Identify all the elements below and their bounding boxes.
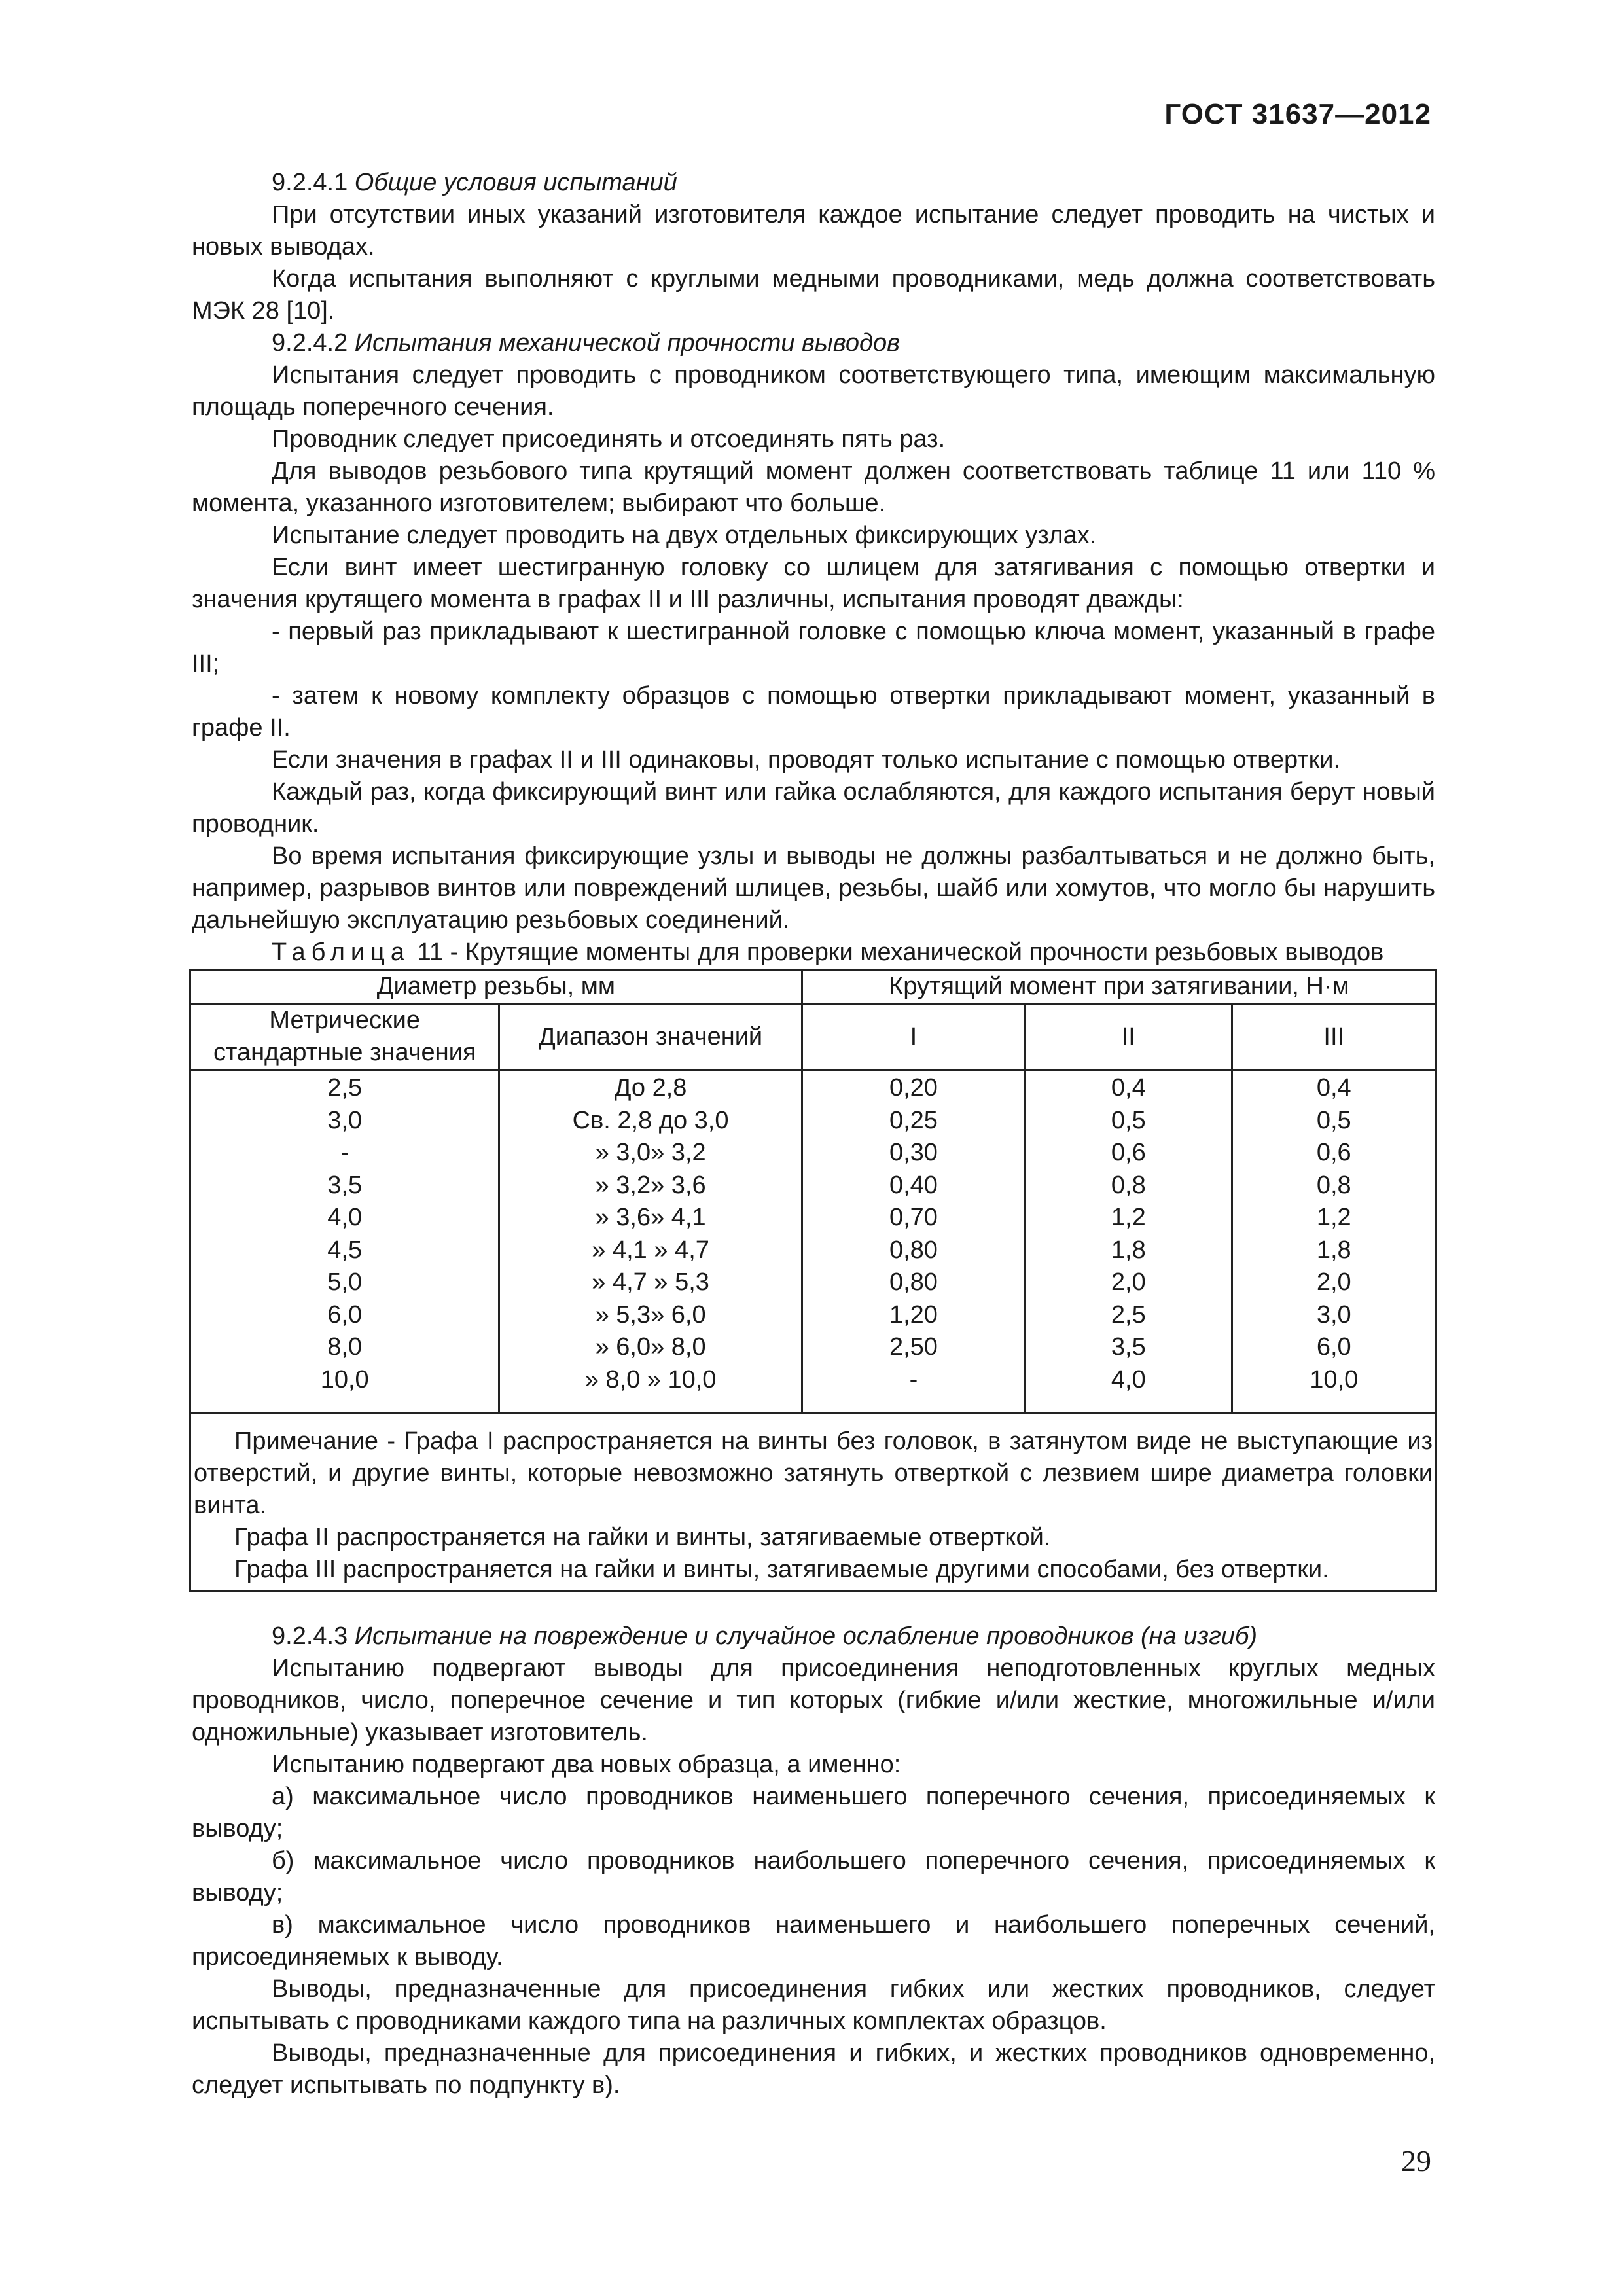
column-II: [1026, 1070, 1232, 1413]
section-number: 9.2.4.2: [272, 329, 348, 357]
table-cell: 0,80: [889, 1268, 938, 1296]
note-paragraph: Графа III распространяется на гайки и винты, затягиваемые другими способами, без отвертки.: [234, 1556, 1329, 1583]
table-cell: 0,6: [1111, 1139, 1146, 1166]
table-cell: 2,50: [889, 1333, 938, 1361]
list-item: а) максимальное число проводников наименьшего поперечного сечения, присоединяемых к выводу;: [192, 1783, 1435, 1842]
table-cell: 0,6: [1316, 1139, 1351, 1166]
table-cell: 3,0: [327, 1106, 363, 1134]
table-cell: 3,5: [327, 1171, 363, 1199]
section-title-9-2-4-2: [192, 327, 1435, 359]
paragraph: Проводник следует присоединять и отсоединять пять раз.: [272, 425, 946, 453]
table-cell: 4,5: [327, 1236, 363, 1264]
table-cell: » 6,0» 8,0: [595, 1333, 706, 1361]
table-cell: » 3,6» 4,1: [595, 1204, 706, 1231]
table-cell: 1,2: [1316, 1204, 1351, 1231]
paragraph: Испытанию подвергают два новых образца, а именно:: [272, 1751, 901, 1778]
table-cell: 6,0: [1316, 1333, 1351, 1361]
table-cell: 1,8: [1316, 1236, 1351, 1264]
table-cell: 5,0: [327, 1268, 363, 1296]
table-cell: До 2,8: [614, 1074, 687, 1102]
paragraph: - первый раз прикладывают к шестигранной головке с помощью ключа момент, указанный в графе III;: [192, 618, 1435, 677]
table-cell: » 5,3» 6,0: [595, 1300, 706, 1329]
table-cell: 0,8: [1316, 1171, 1351, 1199]
table-cell: » 4,7 » 5,3: [592, 1268, 709, 1296]
table-cell: 3,0: [1316, 1300, 1351, 1329]
table-cell: 0,4: [1316, 1074, 1351, 1102]
table-cell: -: [909, 1365, 918, 1393]
section-title-9-2-4-1: [192, 167, 1435, 199]
header-col-I: I: [802, 1004, 1025, 1070]
table-cell: » 3,0» 3,2: [595, 1139, 706, 1166]
table-cell: 3,5: [1111, 1333, 1146, 1361]
table-cell: 6,0: [327, 1300, 363, 1329]
section-title: Испытания механической прочности выводов: [354, 329, 900, 357]
column-I: [802, 1070, 1025, 1413]
cell-list: [1238, 1072, 1430, 1396]
section-number: 9.2.4.1: [272, 169, 348, 196]
paragraph: Выводы, предназначенные для присоединения и гибких, и жестких проводников одновременно, следует испытывать по подпункту в).: [192, 2039, 1435, 2099]
header-torque: Крутящий момент при затягивании, Н·м: [802, 970, 1436, 1004]
paragraph: Каждый раз, когда фиксирующий винт или гайка ослабляются, для каждого испытания берут новый проводник.: [192, 778, 1435, 838]
table-cell: 0,30: [889, 1139, 938, 1166]
header-metric: Метрические стандартные значения: [190, 1004, 499, 1070]
table-cell: 0,25: [889, 1106, 938, 1134]
paragraph: Испытанию подвергают выводы для присоединения неподготовленных круглых медных проводников, число, поперечное сечение и тип которых (гибкие и/или жесткие, многожильные и/или одножильные) указывает изготовитель.: [192, 1655, 1435, 1746]
note-paragraph: Примечание - Графа I распространяется на винты без головок, в затянутом виде не выступающие из отверстий, и другие винты, которые невозможно затянуть отверткой с лезвием шире диаметра головки винта.: [194, 1427, 1433, 1519]
table-cell: 2,5: [1111, 1300, 1146, 1329]
table-cell: 2,0: [1316, 1268, 1351, 1296]
table-cell: 0,80: [889, 1236, 938, 1264]
table-cell: 1,20: [889, 1300, 938, 1329]
document-code: ГОСТ 31637—2012: [1164, 98, 1431, 130]
paragraph: При отсутствии иных указаний изготовителя каждое испытание следует проводить на чистых и новых выводах.: [192, 201, 1435, 260]
column-metric: [190, 1070, 499, 1413]
header-col-II: II: [1026, 1004, 1232, 1070]
cell-list: [1031, 1072, 1225, 1396]
paragraph: Испытание следует проводить на двух отдельных фиксирующих узлах.: [272, 522, 1097, 549]
table-cell: 4,0: [1111, 1365, 1146, 1393]
table-cell: 10,0: [1310, 1365, 1359, 1393]
cell-list: [196, 1072, 493, 1396]
header-range: Диапазон значений: [499, 1004, 802, 1070]
section-title-9-2-4-3: [192, 1621, 1435, 1653]
paragraph: Испытания следует проводить с проводником соответствующего типа, имеющим максимальную площадь поперечного сечения.: [192, 361, 1435, 421]
section-title: Общие условия испытаний: [354, 169, 677, 196]
table-caption: [192, 937, 1435, 969]
paragraph: Для выводов резьбового типа крутящий момент должен соответствовать таблице 11 или 110 % момента, указанного изготовителем; выбирают что больше.: [192, 457, 1435, 517]
paragraph: Когда испытания выполняют с круглыми медными проводниками, медь должна соответствовать МЭК 28 [10].: [192, 265, 1435, 325]
list-item: в) максимальное число проводников наименьшего и наибольшего поперечных сечений, присоединяемых к выводу.: [192, 1911, 1435, 1971]
table-cell: 0,40: [889, 1171, 938, 1199]
paragraph: Во время испытания фиксирующие узлы и выводы не должны разбалтываться и не должно быть, например, разрывов винтов или повреждений шлицев, резьбы, шайб или хомутов, что могло бы нарушить дальнейшую эксплуатацию резьбовых соединений.: [192, 842, 1435, 934]
table-cell: 8,0: [327, 1333, 363, 1361]
table-cell: 2,5: [327, 1074, 363, 1102]
paragraph: - затем к новому комплекту образцов с помощью отвертки прикладывают момент, указанный в графе II.: [192, 682, 1435, 742]
section-number: 9.2.4.3: [272, 1623, 348, 1650]
table-cell: 0,70: [889, 1204, 938, 1231]
paragraph: Если значения в графах II и III одинаковы, проводят только испытание с помощью отвертки.: [272, 746, 1341, 774]
column-III: [1232, 1070, 1436, 1413]
header-col-III: III: [1232, 1004, 1436, 1070]
table-cell: -: [340, 1139, 349, 1166]
table-cell: Св. 2,8 до 3,0: [572, 1106, 729, 1134]
table-caption-label: Таблица: [272, 939, 410, 966]
table-cell: » 8,0 » 10,0: [584, 1365, 717, 1393]
table-cell: 1,8: [1111, 1236, 1146, 1264]
list-item: б) максимальное число проводников наибольшего поперечного сечения, присоединяемых к выводу;: [192, 1847, 1435, 1907]
cell-list: [808, 1072, 1019, 1396]
table-cell: 0,4: [1111, 1074, 1146, 1102]
table-cell: 4,0: [327, 1204, 363, 1231]
table-cell: » 3,2» 3,6: [595, 1171, 706, 1199]
paragraph: Выводы, предназначенные для присоединения гибких или жестких проводников, следует испытывать с проводниками каждого типа на различных комплектах образцов.: [192, 1975, 1435, 2035]
document-body: [192, 167, 1435, 2102]
section-title: Испытание на повреждение и случайное ослабление проводников (на изгиб): [354, 1623, 1257, 1650]
cell-list: [505, 1072, 795, 1396]
page-number: 29: [1401, 2144, 1431, 2178]
table-cell: 0,8: [1111, 1171, 1146, 1199]
header-diameter: Диаметр резьбы, мм: [190, 970, 802, 1004]
table-cell: 10,0: [320, 1365, 369, 1393]
table-caption-text: 11 - Крутящие моменты для проверки механической прочности резьбовых выводов: [417, 939, 1384, 966]
table-note: [190, 1413, 1436, 1591]
note-paragraph: Графа II распространяется на гайки и винты, затягиваемые отверткой.: [234, 1524, 1051, 1551]
table-cell: 2,0: [1111, 1268, 1146, 1296]
table-cell: 0,5: [1316, 1106, 1351, 1134]
paragraph: Если винт имеет шестигранную головку со шлицем для затягивания с помощью отвертки и значения крутящего момента в графах II и III различны, испытания проводят дважды:: [192, 554, 1435, 613]
torque-table: [189, 969, 1437, 1592]
column-range: [499, 1070, 802, 1413]
table-cell: 1,2: [1111, 1204, 1146, 1231]
table-cell: 0,5: [1111, 1106, 1146, 1134]
table-cell: » 4,1 » 4,7: [592, 1236, 709, 1264]
table-cell: 0,20: [889, 1074, 938, 1102]
